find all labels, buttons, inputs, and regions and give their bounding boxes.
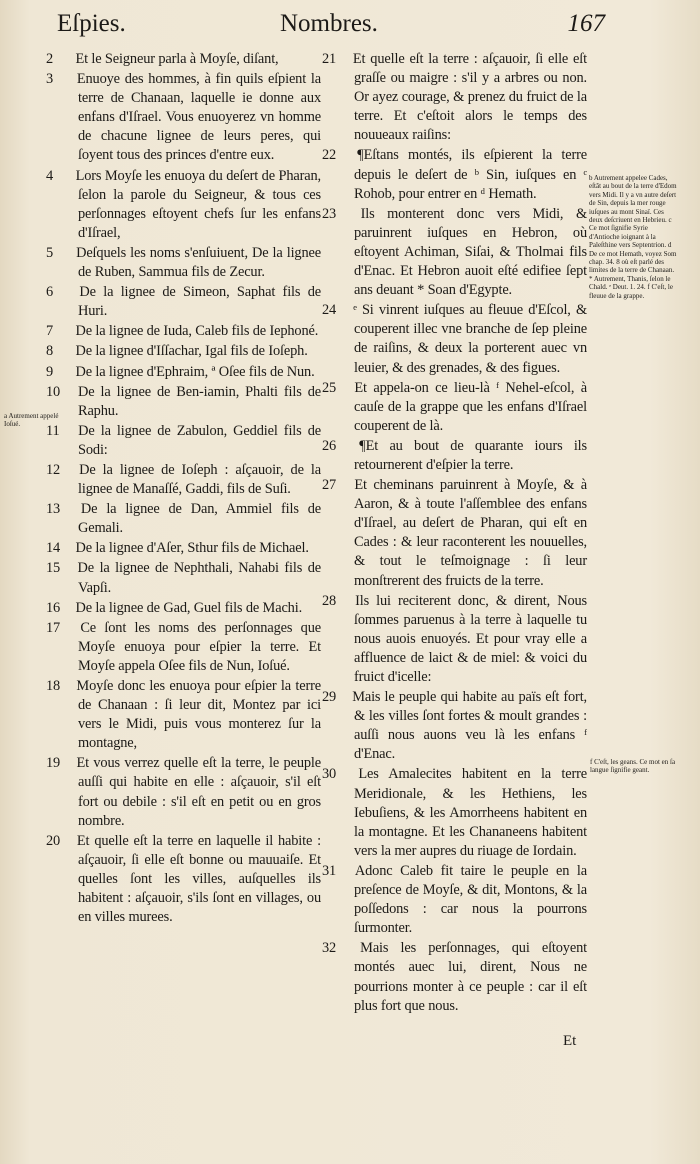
right-column bbox=[322, 50, 588, 1016]
verse bbox=[322, 592, 587, 687]
margin-note-left: a Autrement appelé Ioſué. bbox=[4, 412, 59, 429]
verse-number: 6 bbox=[46, 284, 54, 301]
verse-text: Mais les perſonnages, qui eſtoyent montés auec lui, dirent, Nous ne pourrions monter à ce peuple : car il eſt plus fort que nous. bbox=[354, 940, 587, 1014]
verse bbox=[46, 677, 321, 753]
verse bbox=[322, 939, 587, 1015]
verse-text: Moyſe donc les enuoya pour eſpier la terre de Chanaan : ſi leur dit, Montez par ici vers le Midi, puis vous monterez ſur la montagne, bbox=[76, 678, 321, 752]
verse-text: Ce ſont les noms des perſonnages que Moyſe enuoya pour eſpier la terre. Et Moyſe appela Oſee fils de Nun, Ioſué. bbox=[78, 619, 322, 674]
verse-text: ¶Et au bout de quarante iours ils retournerent d'eſpier la terre. bbox=[354, 437, 587, 473]
running-head-center: Nombres. bbox=[280, 10, 378, 37]
verse bbox=[46, 461, 321, 499]
verse-text: De la lignee de Simeon, Saphat fils de Huri. bbox=[78, 284, 322, 320]
verse-text: De la lignee de Ben-iamin, Phalti fils de Raphu. bbox=[78, 383, 322, 419]
verse-number: 29 bbox=[322, 689, 337, 706]
verse-number: 27 bbox=[322, 477, 337, 494]
verse bbox=[46, 599, 321, 618]
verse-number: 20 bbox=[46, 832, 61, 849]
verse-text: ᵉ Si vinrent iuſques au fleuue d'Eſcol, & couperent illec vne branche de ſep pleine de raiſins, & deux la porterent auec vn leuier, & des grenades, & des figues. bbox=[353, 302, 587, 376]
verse-text: Deſquels les noms s'enſuiuent, De la lignee de Ruben, Sammua fils de Zecur. bbox=[76, 244, 321, 281]
verse bbox=[46, 363, 321, 382]
verse-text: De la lignee d'Aſer, Sthur fils de Michael. bbox=[75, 540, 309, 557]
verse bbox=[46, 619, 322, 676]
verse-number: 5 bbox=[46, 244, 54, 261]
catchword: Et bbox=[563, 1033, 577, 1049]
verse-text: De la lignee de Zabulon, Geddiel fils de Sodi: bbox=[78, 422, 321, 458]
verse-number: 21 bbox=[322, 51, 337, 67]
verse-number: 30 bbox=[322, 766, 337, 783]
verse-text: De la lignee d'Ephraim, ª Oſee fils de Nun. bbox=[75, 363, 315, 380]
page-number: 167 bbox=[567, 10, 605, 37]
verse-number: 24 bbox=[322, 302, 337, 319]
verse-number: 15 bbox=[46, 560, 61, 577]
verse-number: 28 bbox=[322, 592, 337, 609]
verse-text: Mais le peuple qui habite au païs eſt fort, & les villes ſont fortes & moult grandes : auſſi nous auons veu là les enfans ᶠ d'Enac. bbox=[352, 689, 587, 763]
verse bbox=[46, 422, 321, 460]
left-column bbox=[46, 50, 322, 927]
running-head-left: Eſpies. bbox=[57, 10, 126, 37]
verse-text: Ils monterent donc vers Midi, & paruinrent iuſques en Hebron, où eſtoyent Achiman, Siſai, & Tholmai fils d'Enac. Et Hebron auoit eſté edifiee ſept ans deuant * Soan d'Egypte. bbox=[354, 205, 587, 299]
verse-number: 23 bbox=[322, 205, 337, 222]
verse-number: 14 bbox=[46, 540, 61, 557]
verse-text: Adonc Caleb fit taire le peuple en la preſence de Moyſe, & dit, Montons, & la poſſedons : car nous la pourrons ſurmonter. bbox=[354, 862, 587, 937]
verse-text: Lors Moyſe les enuoya du deſert de Pharan, ſelon la parole du Seigneur, & tous ces perſonnages eſtoyent chefs ſur les enfans d'Iſrael, bbox=[75, 167, 321, 241]
verse bbox=[46, 70, 321, 165]
verse-text: Et quelle eſt la terre en laquelle il habite : aſçauoir, ſi elle eſt bonne ou mauuaiſe. Et quelles ſont les villes, auſquelles ils habitent : aſçauoir, s'ils ſont en villages, ou en villes murees. bbox=[76, 832, 321, 926]
verse-text: Et quelle eſt la terre : aſçauoir, ſi elle eſt graſſe ou maigre : s'il y a arbres ou non. Or ayez courage, & prenez du fruict de la terre. Et c'eſtoit alors le temps des nouueaux raiſins: bbox=[352, 51, 587, 144]
verse-text: Enuoye des hommes, à fin quils eſpient la terre de Chanaan, laquelle ie donne aux enfans d'Iſrael. Vous enuoyerez vn homme de chacune lignee de leurs peres, qui ſoyent tous des princes d'entre eux. bbox=[76, 71, 321, 164]
verse-number: 8 bbox=[46, 343, 54, 360]
verse bbox=[46, 322, 321, 341]
verse-number: 3 bbox=[46, 71, 54, 88]
verse-number: 13 bbox=[46, 501, 61, 518]
verse bbox=[46, 500, 321, 538]
verse-text: Et cheminans paruinrent à Moyſe, & à Aaron, & à toute l'aſſemblee des enfans d'Iſrael, au deſert de Pharan, qui eſt en Cades : & leur raconterent les nouuelles, & tout le teſmoignage : ſi leur monſtrerent des fruicts de la terre. bbox=[354, 477, 587, 589]
verse bbox=[322, 379, 587, 436]
verse bbox=[46, 244, 321, 282]
verse bbox=[46, 383, 322, 421]
verse bbox=[322, 765, 587, 860]
verse-number: 26 bbox=[322, 437, 337, 454]
verse-number: 19 bbox=[46, 755, 61, 772]
verse-number: 31 bbox=[322, 862, 337, 879]
verse-number: 11 bbox=[46, 422, 60, 439]
verse-text: Et le Seigneur parla à Moyſe, diſant, bbox=[75, 51, 279, 67]
verse-number: 22 bbox=[322, 147, 337, 164]
verse-number: 18 bbox=[46, 678, 61, 694]
verse bbox=[322, 862, 587, 938]
verse bbox=[46, 167, 321, 243]
verse-text: De la lignee de Dan, Ammiel fils de Gemali. bbox=[78, 501, 321, 537]
verse-text: Ils lui reciterent donc, & dirent, Nous ſommes paruenus à la terre à laquelle tu nous auois enuoyés. Et pour vray elle a affluence de laict & de miel: & voici du fruict d'icelle: bbox=[354, 592, 587, 685]
verse-number: 9 bbox=[46, 363, 54, 380]
margin-note-right-lower: f C'eſt, les geans. Ce mot en ſa langue ſignifie geant. bbox=[590, 758, 676, 775]
verse-number: 7 bbox=[46, 323, 54, 340]
verse bbox=[46, 832, 321, 927]
verse bbox=[322, 476, 587, 591]
verse bbox=[46, 283, 322, 321]
verse-number: 17 bbox=[46, 619, 61, 636]
verse-number: 25 bbox=[322, 379, 337, 396]
verse-number: 4 bbox=[46, 167, 54, 184]
verse bbox=[322, 50, 587, 145]
verse-text: Les Amalecites habitent en la terre Meridionale, & les Hethiens, les Iebuſiens, & les Amorrheens habitent en la montagne. Et les Chananeens habitent vers la mer aupres du riuage de Iordain. bbox=[354, 766, 587, 859]
verse bbox=[322, 205, 587, 300]
verse bbox=[46, 342, 321, 361]
verse-text: De la lignee de Ioſeph : aſçauoir, de la lignee de Manaſſé, Gaddi, fils de Suſi. bbox=[78, 461, 321, 498]
verse-number: 2 bbox=[46, 51, 54, 67]
verse-text: De la lignee de Nephthali, Nahabi fils de Vapſi. bbox=[77, 560, 321, 596]
verse-number: 16 bbox=[46, 599, 61, 616]
margin-note-right-upper: b Autrement appelee Cades, eſtât au bout de la terre d'Edom vers Midi. Il y a vn autre deſert de Sin, depuis la mer rouge iuſques au mont Sinaï. Ces deux deſcriuent en Hebrieu. c Ce mot ſignifie Syrie d'Antioche ioignant à la Paleſthine vers Septentrion. d De ce mot Hemath, voyez Som chap. 34. 8 où eſt parlé des limites de la terre de Chanaan. * Autrement, Thanis, ſelon le Chald. ᵉ Deut. 1. 24. f C'eſt, le fleuue de la grappe. bbox=[589, 174, 677, 300]
verse bbox=[46, 50, 321, 69]
verse bbox=[322, 146, 588, 203]
verse-text: ¶Eſtans montés, ils eſpierent la terre depuis le deſert de ᵇ Sin, iuſques en ᶜ Rohob, pour entrer en ᵈ Hemath. bbox=[354, 147, 588, 202]
verse-text: Et vous verrez quelle eſt la terre, le peuple auſſi qui habite en elle : aſçauoir, s'il eſt fort ou debile : s'il eſt en petit ou en gros nombre. bbox=[76, 755, 322, 829]
verse bbox=[322, 437, 587, 475]
verse-number: 32 bbox=[322, 940, 337, 957]
verse-text: De la lignee de Iuda, Caleb fils de Iephoné. bbox=[75, 323, 319, 340]
verse bbox=[46, 559, 321, 597]
verse-text: Et appela-on ce lieu-là ᶠ Nehel-eſcol, à cauſe de la grappe que les enfans d'Iſrael couperent de là. bbox=[354, 379, 587, 434]
verse-text: De la lignee d'Iſſachar, Igal fils de Ioſeph. bbox=[75, 343, 308, 360]
verse-number: 12 bbox=[46, 461, 61, 478]
verse-number: 10 bbox=[46, 383, 61, 400]
verse bbox=[46, 539, 321, 558]
verse-text: De la lignee de Gad, Guel fils de Machi. bbox=[75, 599, 303, 616]
verse bbox=[322, 301, 587, 377]
verse bbox=[322, 688, 587, 764]
verse bbox=[46, 754, 322, 830]
